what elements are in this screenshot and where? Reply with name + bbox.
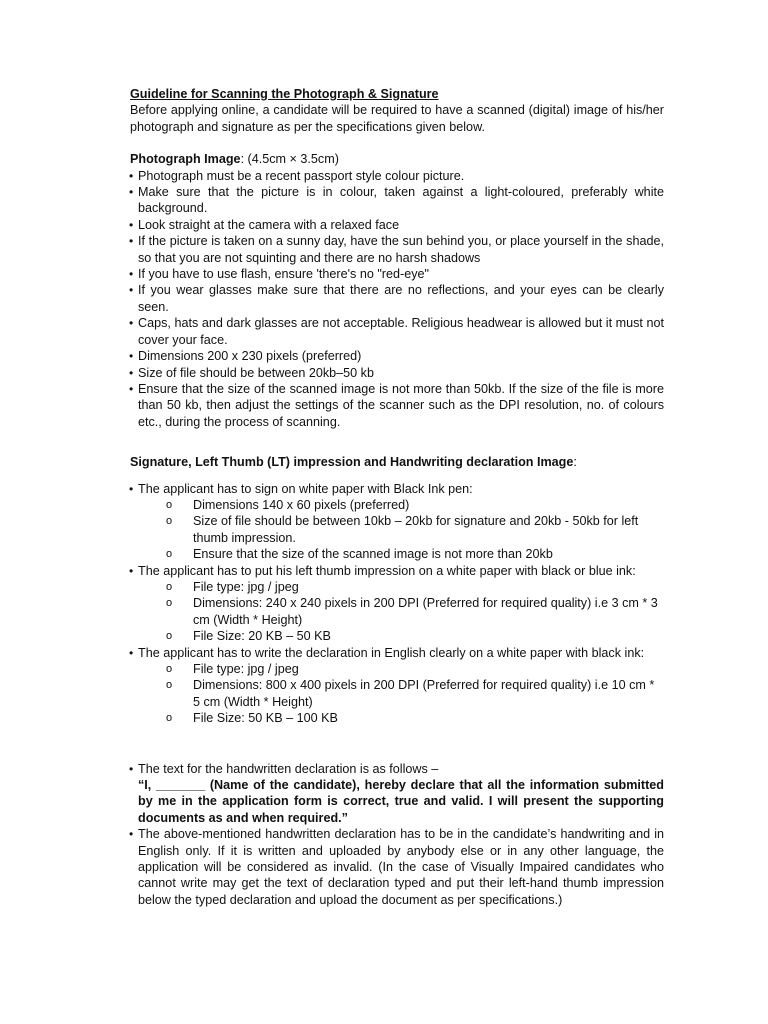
photo-heading: Photograph Image [130,152,241,167]
document-page [130,86,664,908]
sub-list-item: o File type: jpg / jpeg [166,579,299,594]
list-item: • Ensure that the size of the scanned image is not more than 50kb. If the size of the file is more than 50 kb, then adjust the settings of the scanner such as the DPI resolution, no. of colours etc., during the process of scanning. [129,381,664,429]
sub-list-item: o Dimensions: 800 x 400 pixels in 200 DPI (Preferred for required quality) i.e 10 cm * 5 cm (Width * Height) [166,678,655,709]
list-item: • Dimensions 200 x 230 pixels (preferred) [129,349,362,364]
list-item: • The text for the handwritten declaration is as follows – “I, _______ (Name of the candidate), hereby declare that all the information submitted by me in the application form is correct, true and valid. I will present the supporting documents as and when required.” [129,761,664,825]
bullet-icon: • [129,563,134,578]
bullet-icon: • [129,381,134,396]
circle-bullet-icon: o [166,679,173,692]
bullet-icon: • [129,217,134,232]
declaration-list [130,761,664,909]
sub-list-item: o File type: jpg / jpeg [166,662,299,676]
list-item: • Caps, hats and dark glasses are not acceptable. Religious headwear is allowed but it must not cover your face. [129,316,664,347]
circle-bullet-icon: o [166,515,173,528]
list-item: • If you have to use flash, ensure 'there's no "red-eye" [129,267,429,282]
sub-list-item: o Dimensions 140 x 60 pixels (preferred) [166,497,410,512]
list-item: • If the picture is taken on a sunny day, have the sun behind you, or place yourself in the shade, so that you are not squinting and there are no harsh shadows [129,234,664,265]
sub-list-item: o Ensure that the size of the scanned image is not more than 20kb [166,547,553,562]
sub-list-item: o File Size: 50 KB – 100 KB [166,711,338,726]
list-item: • If you wear glasses make sure that there are no reflections, and your eyes can be clearly seen. [129,283,664,314]
circle-bullet-icon: o [166,597,173,610]
list-item: • Size of file should be between 20kb–50 kb [129,365,374,380]
bullet-icon: • [129,267,134,282]
declaration-quote: “I, _______ (Name of the candidate), hereby declare that all the information submitted by me in the application form is correct, true and valid. I will present the supporting documents as and when required.” [138,778,664,825]
sub-list [138,579,664,645]
intro-paragraph: Before applying online, a candidate will be required to have a scanned (digital) image of his/her photograph and signature as per the specifications given below. [130,103,664,134]
list-item: • The above-mentioned handwritten declaration has to be in the candidate’s handwriting and in English only. If it is written and uploaded by anybody else or in any other language, the application will be considered as invalid. (In the case of Visually Impaired candidates who cannot write may get the text of declaration typed and put their left-hand thumb impression below the typed declaration and upload the document as per specifications.) [129,827,664,907]
list-item: • Look straight at the camera with a relaxed face [129,217,400,232]
circle-bullet-icon: o [166,548,173,561]
signature-heading-line: Signature, Left Thumb (LT) impression and Handwriting declaration Image: [130,455,577,470]
sub-list [138,497,664,563]
list-item: • Make sure that the picture is in colour, taken against a light-coloured, preferably white background. [129,185,664,216]
bullet-icon: • [129,645,134,660]
photo-bullet-list [130,168,664,431]
photo-size: : (4.5cm × 3.5cm) [240,152,339,167]
signature-bullet-list [130,481,664,727]
circle-bullet-icon: o [166,498,173,511]
document-title: Guideline for Scanning the Photograph & Signature [130,87,439,101]
bullet-icon: • [129,827,134,842]
list-item: • The applicant has to sign on white paper with Black Ink pen: o Dimensions 140 x 60 pixels (preferred) o Size of file should be between 10kb – 20kb for signature and 20kb - 50kb for left thumb impression. o Ensure that the size of the scanned image is not more than 20kb [130,481,664,563]
sub-list [138,661,664,727]
bullet-icon: • [129,481,134,496]
list-item: • The applicant has to write the declaration in English clearly on a white paper with black ink: o File type: jpg / jpeg o Dimensions: 800 x 400 pixels in 200 DPI (Preferred for required quality) i.e 10 cm * 5 cm (Width * Height) o File Size: 50 KB – 100 KB [130,645,664,727]
bullet-icon: • [129,316,134,331]
circle-bullet-icon: o [166,663,173,675]
bullet-icon: • [129,349,134,364]
circle-bullet-icon: o [166,630,173,643]
bullet-icon: • [129,234,134,249]
sub-list-item: o Dimensions: 240 x 240 pixels in 200 DPI (Preferred for required quality) i.e 3 cm * 3 cm (Width * Height) [166,596,658,627]
bullet-icon: • [129,185,134,200]
bullet-icon: • [129,761,134,776]
sub-list-item: o File Size: 20 KB – 50 KB [166,629,331,644]
circle-bullet-icon: o [166,712,173,725]
bullet-icon: • [129,168,134,183]
list-item: • Photograph must be a recent passport style colour picture. [129,168,465,183]
bullet-icon: • [129,283,134,298]
bullet-icon: • [129,365,134,380]
circle-bullet-icon: o [166,580,173,593]
signature-heading: Signature, Left Thumb (LT) impression and Handwriting declaration Image [130,455,574,470]
photo-heading-line [130,151,664,167]
sub-list-item: o Size of file should be between 10kb – 20kb for signature and 20kb - 50kb for left thumb impression. [166,514,639,545]
list-item: • The applicant has to put his left thumb impression on a white paper with black or blue ink: o File type: jpg / jpeg o Dimensions: 240 x 240 pixels in 200 DPI (Preferred for required quality) i.e 3 cm * 3 cm (Width * Height) o File Size: 20 KB – 50 KB [130,563,664,645]
